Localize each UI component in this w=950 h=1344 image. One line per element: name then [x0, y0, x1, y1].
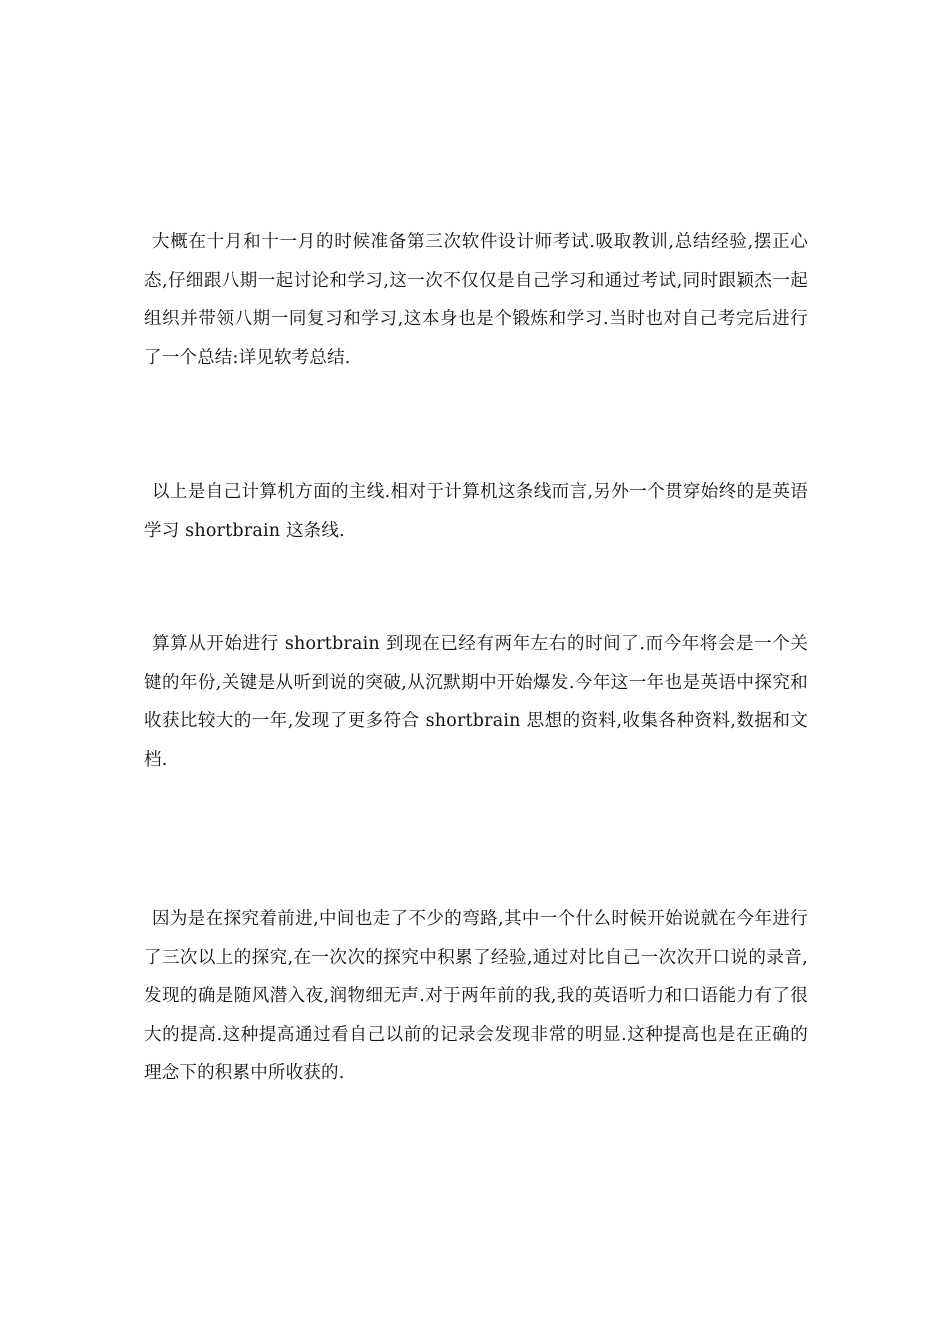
paragraph-shortbrain-progress: 算算从开始进行 shortbrain 到现在已经有两年左右的时间了.而今年将会是一个关键的年份,关键是从听到说的突破,从沉默期中开始爆发.今年这一年也是英语中探究和收获比较大的一年,发现了更多符合 shortbrain 思想的资料,收集各种资料,数据和文档.	[144, 634, 808, 770]
paragraph-exam-preparation: 大概在十月和十一月的时候准备第三次软件设计师考试.吸取教训,总结经验,摆正心态,仔细跟八期一起讨论和学习,这一次不仅仅是自己学习和通过考试,同时跟颖杰一起组织并带领八期一同复习和学习,这本身也是个锻炼和学习.当时也对自己考完后进行了一个总结:详见软考总结.	[144, 232, 808, 368]
paragraph-main-lines: 以上是自己计算机方面的主线.相对于计算机这条线而言,另外一个贯穿始终的是英语学习 shortbrain 这条线.	[144, 482, 808, 541]
paragraph-exploration: 因为是在探究着前进,中间也走了不少的弯路,其中一个什么时候开始说就在今年进行了三次以上的探究,在一次次的探究中积累了经验,通过对比自己一次次开口说的录音,发现的确是随风潜入夜,润物细无声.对于两年前的我,我的英语听力和口语能力有了很大的提高.这种提高通过看自己以前的记录会发现非常的明显.这种提高也是在正确的理念下的积累中所收获的.	[144, 909, 808, 1083]
